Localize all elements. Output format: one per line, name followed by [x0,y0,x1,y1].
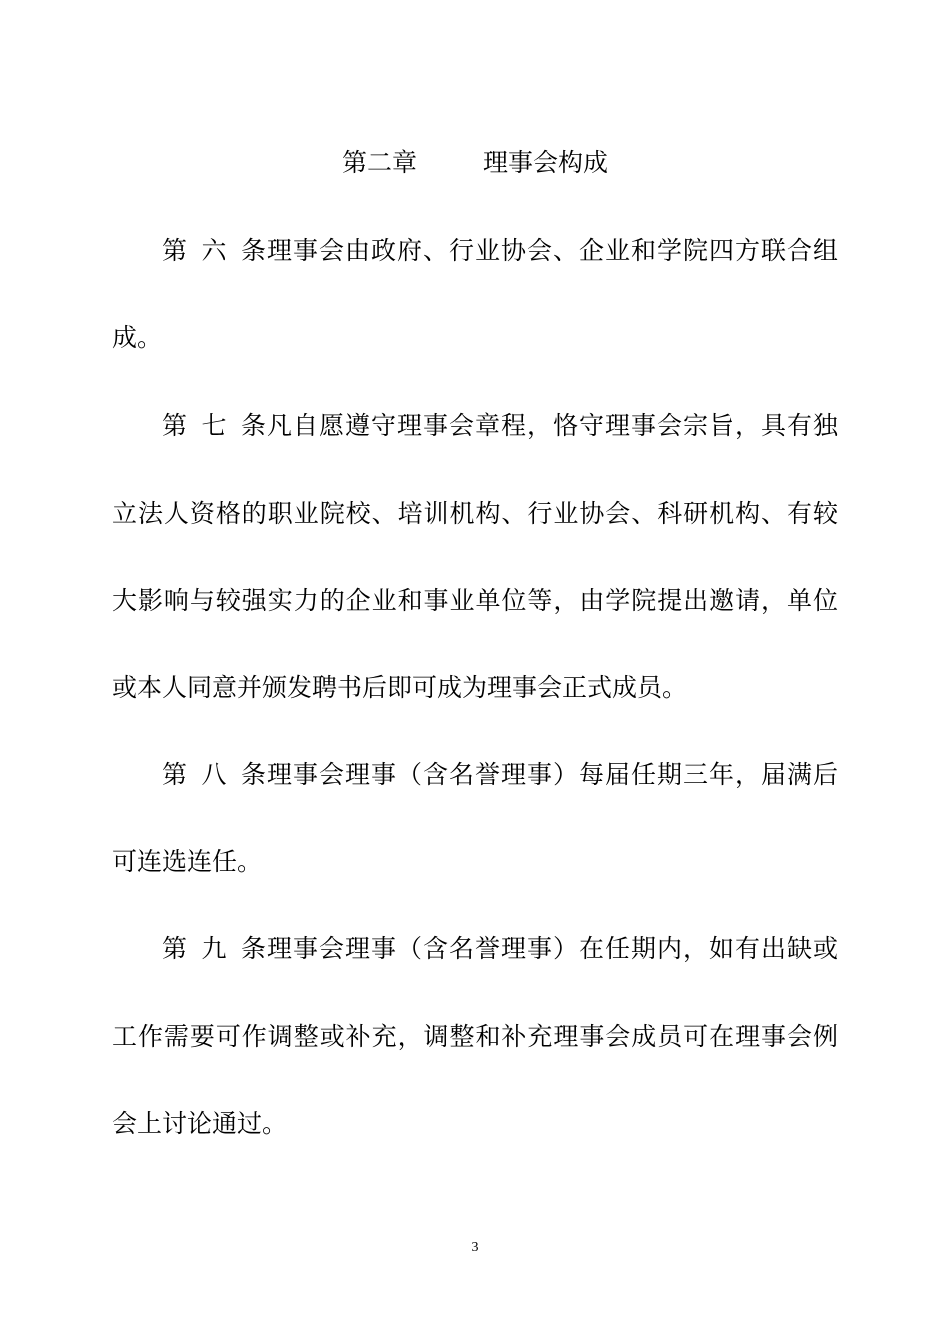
article-7-text-3: 大影响与较强实力的企业和事业单位等，由学院提出邀请，单位 [112,586,838,615]
article-9-line-2 [112,1022,838,1052]
article-7-label: 第七条 [162,411,266,440]
article-7-line-4 [112,673,838,703]
article-6-label: 第六条 [162,236,266,265]
page-number: 3 [471,1240,479,1255]
article-7-text-4: 或本人同意并颁发聘书后即可成为理事会正式成员。 [112,673,688,702]
chapter-title: 理事会构成 [483,148,609,177]
chapter-heading [0,148,950,178]
article-6-line-2 [112,323,838,353]
article-8-text-1: 理事会理事（含名誉理事）每届任期三年，届满后 [266,760,838,789]
article-8-text-2: 可连选连任。 [112,847,263,876]
article-6-text-1: 理事会由政府、行业协会、企业和学院四方联合组 [266,236,838,265]
article-7-line-3 [112,586,838,616]
article-9-line-3 [112,1109,838,1139]
article-7-text-2: 立法人资格的职业院校、培训机构、行业协会、科研机构、有较 [112,499,838,528]
article-9-text-2: 工作需要可作调整或补充，调整和补充理事会成员可在理事会例 [112,1022,838,1051]
article-9-text-1: 理事会理事（含名誉理事）在任期内，如有出缺或 [266,934,838,963]
article-7-line-1 [162,411,838,441]
article-7-text-1: 凡自愿遵守理事会章程，恪守理事会宗旨，具有独 [266,411,838,440]
article-6-line-1 [162,236,838,266]
article-9-label: 第九条 [162,934,266,963]
article-9-text-3: 会上讨论通过。 [112,1109,288,1138]
article-6-text-2: 成。 [112,323,163,352]
chapter-number: 第二章 [341,148,417,177]
article-8-line-2 [112,847,838,877]
article-9-line-1 [162,934,838,964]
article-8-line-1 [162,760,838,790]
article-7-line-2 [112,499,838,529]
article-8-label: 第八条 [162,760,266,789]
